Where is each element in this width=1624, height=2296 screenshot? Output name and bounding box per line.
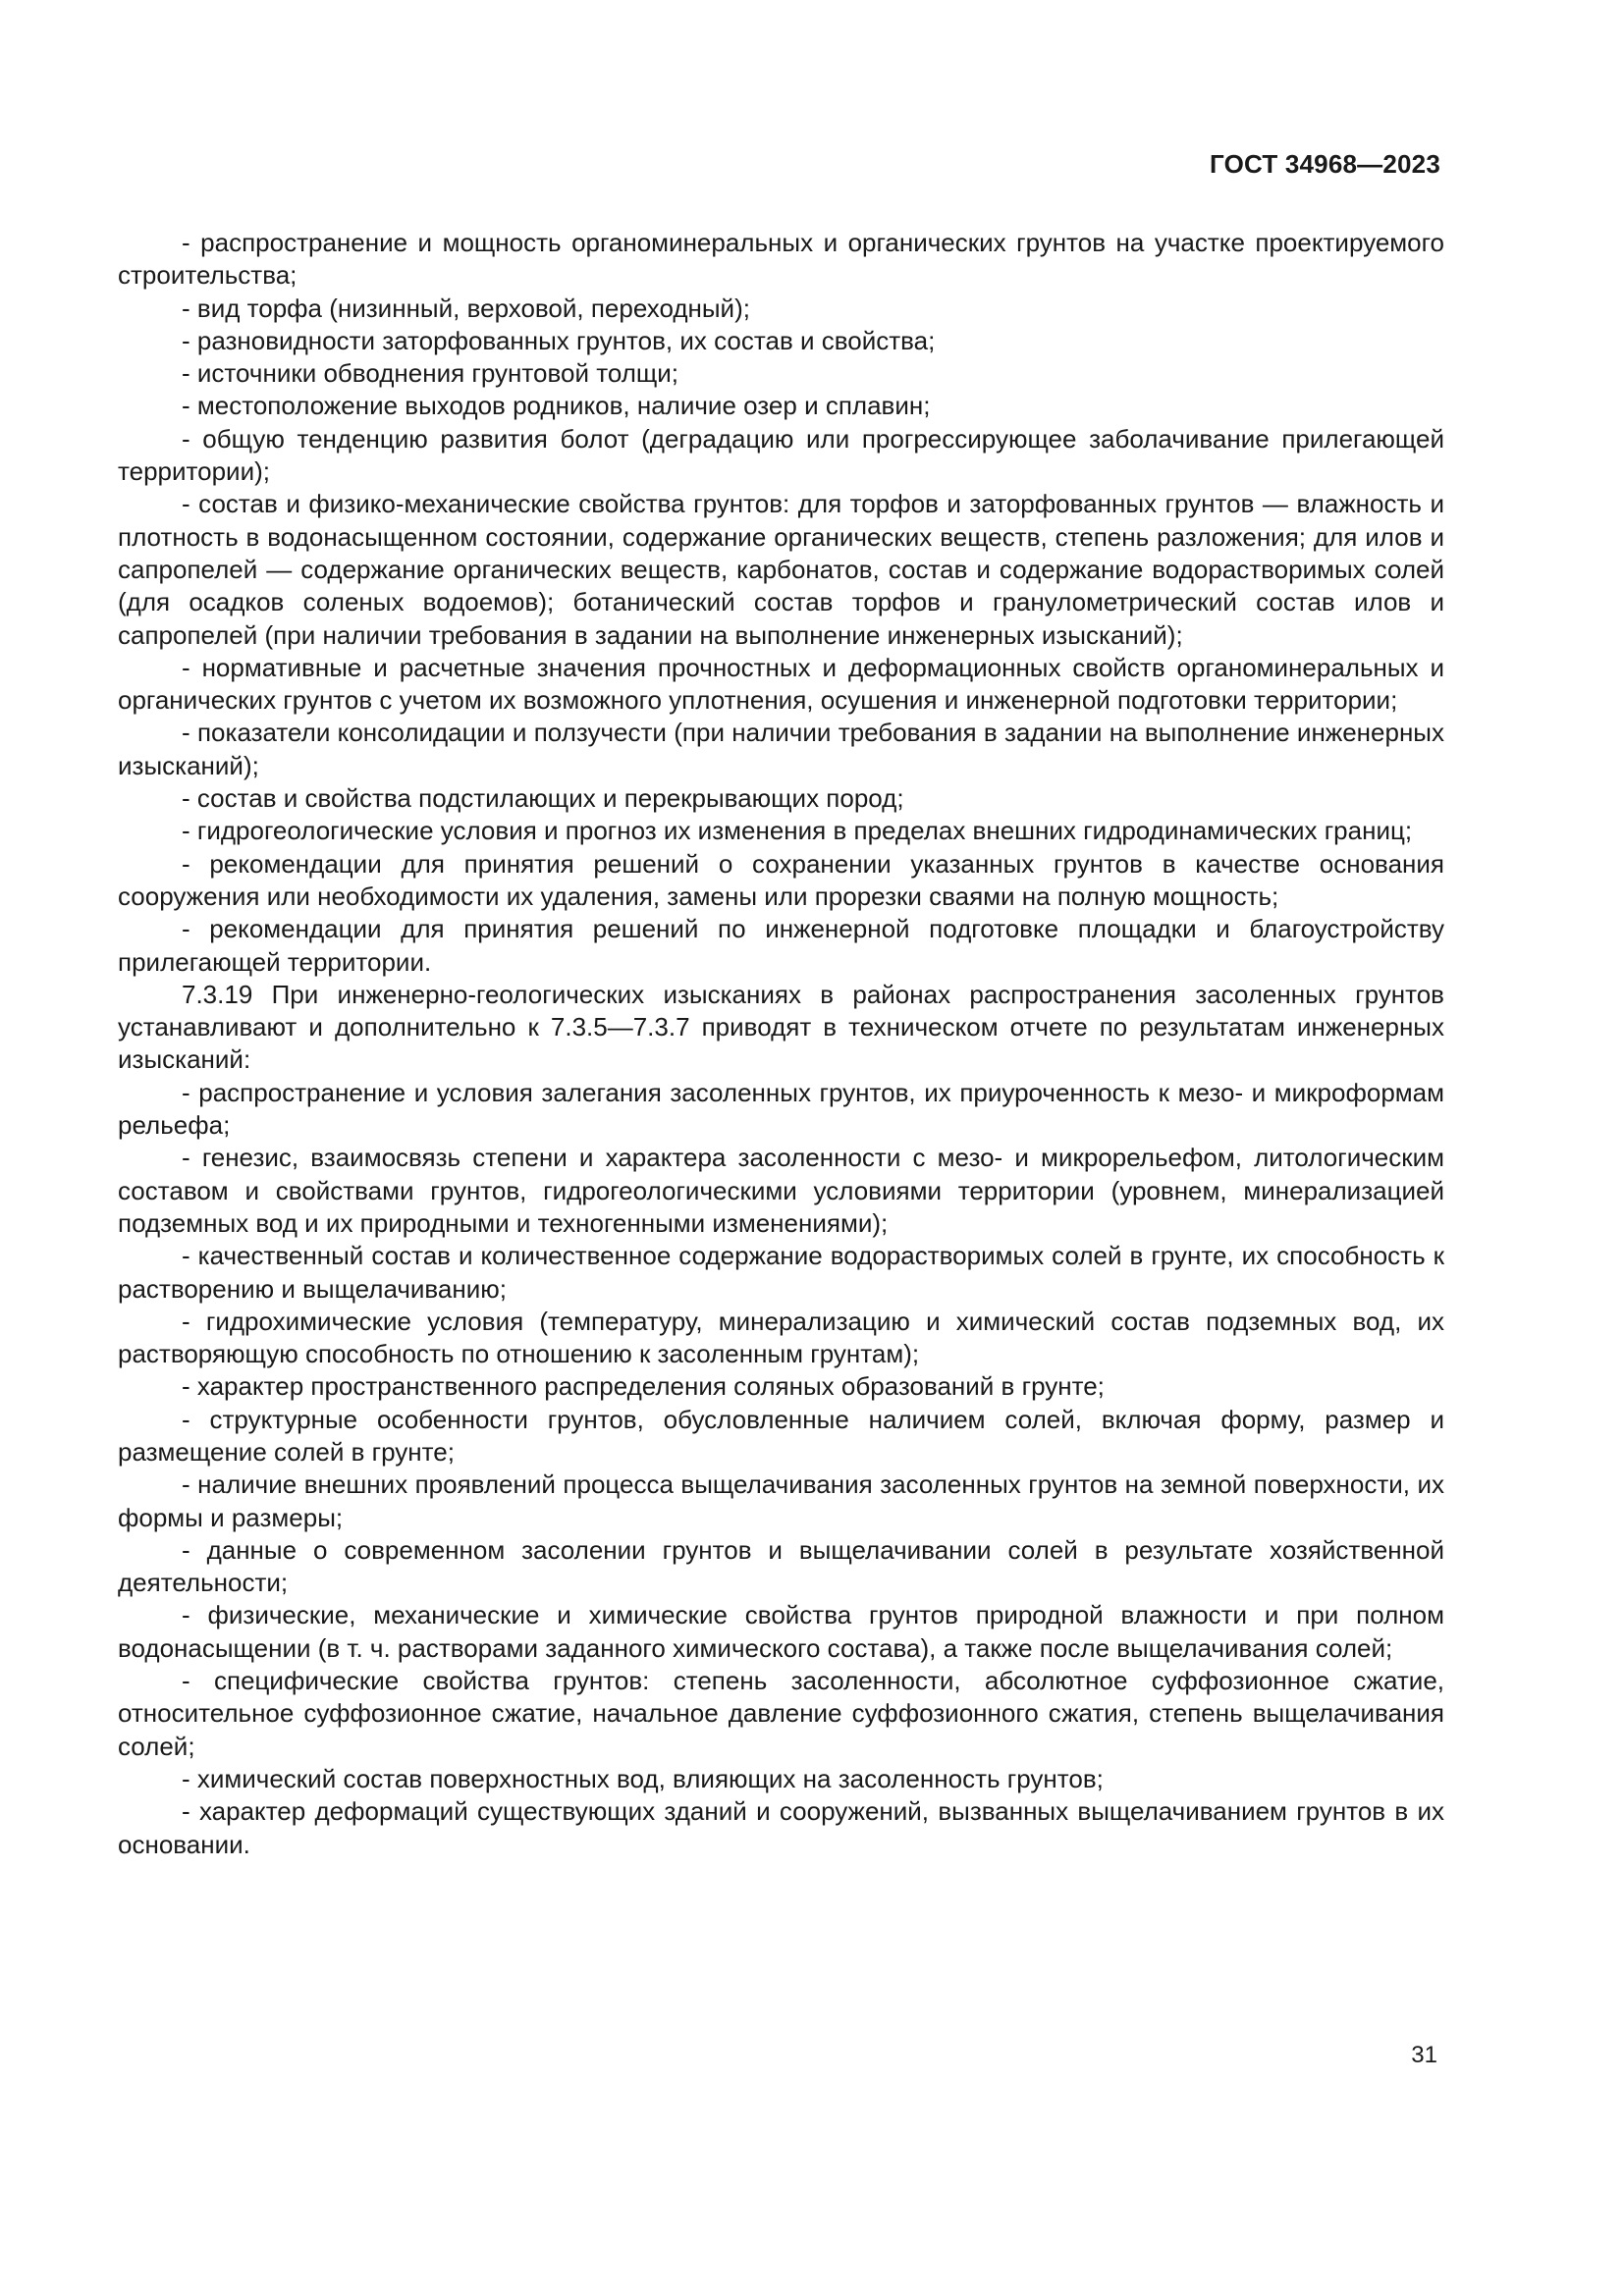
paragraph: - состав и физико-механические свойства грунтов: для торфов и заторфованных грунтов — влажность и плотность в водонасыщенном состоянии, содержание органических веществ, степень разложения; для илов и сапропелей — содержание органических веществ, карбонатов, состав и содержание водорастворимых солей (для осадков соленых водоемов); ботанический состав торфов и гранулометрический состав илов и сапропелей (при наличии требования в задании на выполнение инженерных изысканий); (118, 489, 1444, 650)
paragraph: - состав и свойства подстилающих и перекрывающих пород; (182, 783, 904, 814)
paragraph: - химический состав поверхностных вод, влияющих на засоленность грунтов; (182, 1763, 1104, 1793)
page-number: 31 (1411, 2042, 1437, 2068)
section-paragraph: 7.3.19 При инженерно-геологических изысканиях в районах распространения засоленных грунтов устанавливают и дополнительно к 7.3.5—7.3.7 приводят в техническом отчете по результатам инженерных изысканий: (118, 979, 1444, 1075)
paragraph: - данные о современном засолении грунтов и выщелачивании солей в результате хозяйственной деятельности; (118, 1534, 1444, 1598)
paragraph: - источники обводнения грунтовой толщи; (182, 358, 679, 389)
paragraph: - рекомендации для принятия решений по инженерной подготовке площадки и благоустройству прилегающей территории. (118, 914, 1444, 977)
paragraph: - гидрогеологические условия и прогноз их изменения в пределах внешних гидродинамических границ; (182, 816, 1413, 846)
paragraph: - рекомендации для принятия решений о сохранении указанных грунтов в качестве основания сооружения или необходимости их удаления, замены или прорезки сваями на полную мощность; (118, 848, 1444, 911)
document-code: ГОСТ 34968—2023 (1210, 149, 1440, 179)
paragraph: - характер деформаций существующих зданий и сооружений, вызванных выщелачиванием грунтов в их основании. (118, 1796, 1444, 1859)
paragraph: - качественный состав и количественное содержание водорастворимых солей в грунте, их способность к растворению и выщелачиванию; (118, 1241, 1444, 1304)
paragraph: - общую тенденцию развития болот (деградацию или прогрессирующее заболачивание прилегающей территории); (118, 423, 1444, 487)
paragraph: - распространение и условия залегания засоленных грунтов, их приуроченность к мезо- и микроформам рельефа; (118, 1077, 1444, 1141)
paragraph: - наличие внешних проявлений процесса выщелачивания засоленных грунтов на земной поверхности, их формы и размеры; (118, 1469, 1444, 1532)
paragraph: - физические, механические и химические свойства грунтов природной влажности и при полном водонасыщении (в т. ч. растворами заданного химического состава), а также после выщелачивания солей; (118, 1600, 1444, 1663)
paragraph: - гидрохимические условия (температуру, минерализацию и химический состав подземных вод, их растворяющую способность по отношению к засоленным грунтам); (118, 1306, 1444, 1369)
paragraph: - нормативные и расчетные значения прочностных и деформационных свойств органоминеральных и органических грунтов с учетом их возможного уплотнения, осушения и инженерной подготовки территории; (118, 652, 1444, 716)
paragraph: - структурные особенности грунтов, обусловленные наличием солей, включая форму, размер и размещение солей в грунте; (118, 1404, 1444, 1467)
paragraph: - характер пространственного распределения соляных образований в грунте; (182, 1371, 1105, 1402)
paragraph: - вид торфа (низинный, верховой, переходный); (182, 293, 750, 323)
paragraph: - распространение и мощность органоминеральных и органических грунтов на участке проектируемого строительства; (118, 228, 1444, 291)
paragraph: - генезис, взаимосвязь степени и характера засоленности с мезо- и микрорельефом, литологическим составом и свойствами грунтов, гидрогеологическими условиями территории (уровнем, минерализацией подземных вод и их природными и техногенными изменениями); (118, 1143, 1444, 1238)
paragraph: - специфические свойства грунтов: степень засоленности, абсолютное суффозионное сжатие, относительное суффозионное сжатие, начальное давление суффозионного сжатия, степень выщелачивания солей; (118, 1666, 1444, 1761)
paragraph: - разновидности заторфованных грунтов, их состав и свойства; (182, 325, 936, 355)
document-body (118, 227, 1444, 1861)
paragraph: - показатели консолидации и ползучести (при наличии требования в задании на выполнение инженерных изысканий); (118, 718, 1444, 780)
paragraph: - местоположение выходов родников, наличие озер и сплавин; (182, 391, 931, 421)
